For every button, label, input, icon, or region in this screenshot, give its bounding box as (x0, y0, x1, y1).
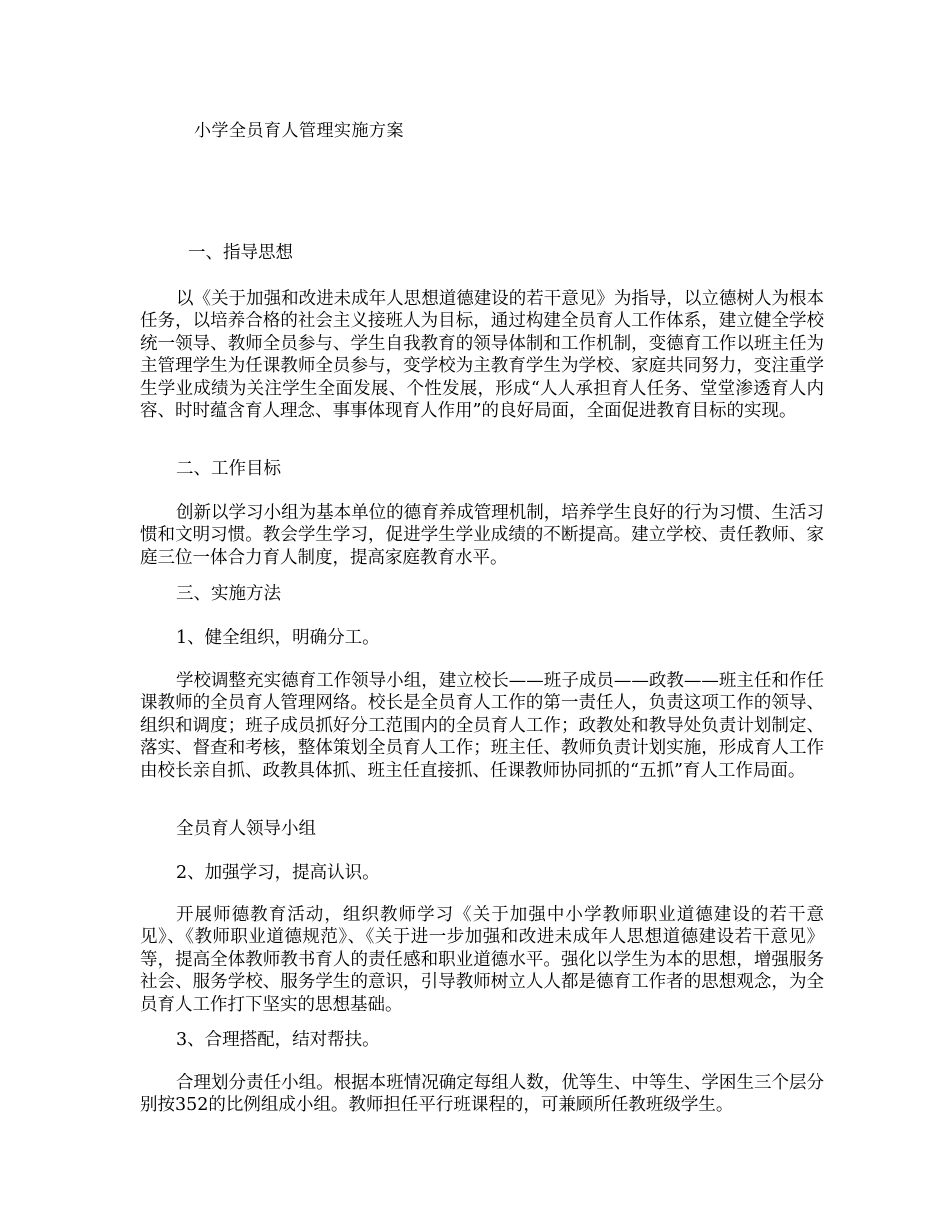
subheading-pairing: 3、合理搭配，结对帮扶。 (176, 1030, 380, 1050)
paragraph-guiding-ideology: 以《关于加强和改进未成年人思想道德建设的若干意见》为指导，以立德树人为根本任务，以培养合格的社会主义接班人为目标，通过构建全员育人工作体系，建立健全学校统一领导、教师全员参与、学生自我教育的领导体制和工作机制，变德育工作以班主任为主管理学生为任课教师全员参与，变学校为主教育学生为学校、家庭共同努力，变注重学生学业成绩为关注学生全面发展、个性发展，形成“人人承担育人任务、堂堂渗透育人内容、时时蕴含育人理念、事事体现育人作用”的良好局面，全面促进教育目标的实现。 (140, 289, 824, 422)
leading-group-label: 全员育人领导小组 (176, 819, 316, 839)
subheading-organization: 1、健全组织，明确分工。 (176, 628, 380, 648)
paragraph-work-goals: 创新以学习小组为基本单位的德育养成管理机制，培养学生良好的行为习惯、生活习惯和文明习惯。教会学生学习，促进学生学业成绩的不断提高。建立学校、责任教师、家庭三位一体合力育人制度，提高家庭教育水平。 (140, 503, 824, 568)
section-heading-implementation: 三、实施方法 (176, 584, 281, 604)
section-heading-work-goals: 二、工作目标 (176, 459, 281, 479)
paragraph-organization: 学校调整充实德育工作领导小组，建立校长——班子成员——政教——班主任和作任课教师的全员育人管理网络。校长是全员育人工作的第一责任人，负责这项工作的领导、组织和调度；班子成员抓好分工范围内的全员育人工作；政教处和教导处负责计划制定、落实、督查和考核，整体策划全员育人工作；班主任、教师负责计划实施，形成育人工作由校长亲自抓、政教具体抓、班主任直接抓、任课教师协同抓的“五抓”育人工作局面。 (140, 671, 824, 781)
subheading-study: 2、加强学习，提高认识。 (176, 863, 380, 883)
paragraph-study: 开展师德教育活动，组织教师学习《关于加强中小学教师职业道德建设的若干意见》、《教师职业道德规范》、《关于进一步加强和改进未成年人思想道德建设若干意见》等，提高全体教师教书育人的责任感和职业道德水平。强化以学生为本的思想，增强服务社会、服务学校、服务学生的意识，引导教师树立人人都是德育工作者的思想观念，为全员育人工作打下坚实的思想基础。 (140, 905, 824, 1015)
paragraph-pairing: 合理划分责任小组。根据本班情况确定每组人数，优等生、中等生、学困生三个层分别按352的比例组成小组。教师担任平行班课程的，可兼顾所任教班级学生。 (140, 1073, 824, 1116)
section-heading-guiding-ideology: 一、指导思想 (188, 243, 293, 263)
document-title: 小学全员育人管理实施方案 (194, 121, 404, 141)
